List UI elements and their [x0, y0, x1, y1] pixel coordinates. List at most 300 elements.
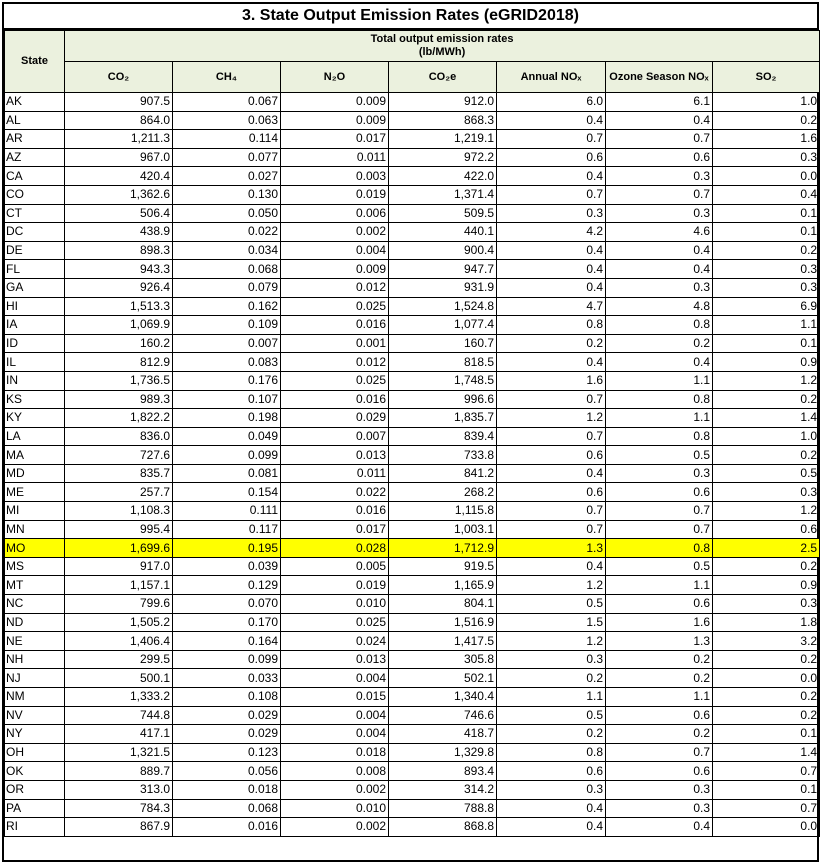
value-cell: 1,108.3: [65, 502, 173, 521]
value-cell: 0.009: [281, 260, 389, 279]
value-cell: 0.004: [281, 706, 389, 725]
value-cell: 0.7: [606, 185, 713, 204]
value-cell: 0.018: [281, 743, 389, 762]
value-cell: 0.002: [281, 780, 389, 799]
value-cell: 0.029: [173, 706, 281, 725]
table-row: [5, 241, 820, 260]
state-cell: NY: [5, 725, 65, 744]
value-cell: 0.6: [497, 148, 606, 167]
value-cell: 1.3: [497, 539, 606, 558]
value-cell: 0.5: [497, 595, 606, 614]
value-cell: 0.039: [173, 557, 281, 576]
value-cell: 4.2: [497, 223, 606, 242]
value-cell: 0.3: [713, 483, 820, 502]
value-cell: 1.1: [713, 316, 820, 335]
value-cell: 420.4: [65, 167, 173, 186]
value-cell: 1,333.2: [65, 688, 173, 707]
value-cell: 898.3: [65, 241, 173, 260]
value-cell: 6.0: [497, 93, 606, 112]
value-cell: 0.3: [606, 464, 713, 483]
value-cell: 1,077.4: [389, 316, 497, 335]
value-cell: 160.2: [65, 334, 173, 353]
value-cell: 0.7: [497, 185, 606, 204]
page-title: 3. State Output Emission Rates (eGRID2018): [4, 4, 817, 30]
value-cell: 0.2: [497, 725, 606, 744]
value-cell: 841.2: [389, 464, 497, 483]
value-cell: 0.0: [713, 167, 820, 186]
value-cell: 1.4: [713, 409, 820, 428]
value-cell: 1.1: [606, 409, 713, 428]
value-cell: 0.016: [281, 390, 389, 409]
value-cell: 0.2: [713, 390, 820, 409]
state-cell: DC: [5, 223, 65, 242]
table-row: [5, 539, 820, 558]
value-cell: 0.8: [606, 316, 713, 335]
value-cell: 509.5: [389, 204, 497, 223]
value-cell: 0.010: [281, 595, 389, 614]
value-cell: 0.016: [281, 502, 389, 521]
value-cell: 422.0: [389, 167, 497, 186]
value-cell: 0.7: [713, 799, 820, 818]
value-cell: 784.3: [65, 799, 173, 818]
value-cell: 0.6: [497, 483, 606, 502]
table-row: [5, 780, 820, 799]
value-cell: 0.1: [713, 334, 820, 353]
value-cell: 0.4: [497, 464, 606, 483]
value-cell: 418.7: [389, 725, 497, 744]
value-cell: 0.2: [713, 241, 820, 260]
state-cell: NJ: [5, 669, 65, 688]
value-cell: 1,362.6: [65, 185, 173, 204]
table-row: [5, 353, 820, 372]
value-cell: 1,822.2: [65, 409, 173, 428]
value-cell: 0.4: [606, 241, 713, 260]
state-cell: NE: [5, 632, 65, 651]
value-cell: 0.5: [606, 446, 713, 465]
value-cell: 0.5: [713, 464, 820, 483]
value-cell: 6.9: [713, 297, 820, 316]
table-row: [5, 167, 820, 186]
table-row: [5, 278, 820, 297]
value-cell: 1.1: [606, 576, 713, 595]
state-cell: IL: [5, 353, 65, 372]
value-cell: 0.011: [281, 148, 389, 167]
value-cell: 1.1: [606, 371, 713, 390]
state-cell: CO: [5, 185, 65, 204]
value-cell: 1.6: [713, 130, 820, 149]
value-cell: 0.4: [497, 557, 606, 576]
value-cell: 0.034: [173, 241, 281, 260]
value-cell: 0.6: [606, 762, 713, 781]
value-cell: 1.2: [497, 632, 606, 651]
state-cell: GA: [5, 278, 65, 297]
table-row: [5, 818, 820, 837]
value-cell: 1,516.9: [389, 613, 497, 632]
value-cell: 727.6: [65, 446, 173, 465]
column-header: Annual NOₓ: [497, 62, 606, 93]
value-cell: 907.5: [65, 93, 173, 112]
table-row: [5, 762, 820, 781]
state-cell: MN: [5, 520, 65, 539]
value-cell: 0.3: [713, 278, 820, 297]
value-cell: 0.2: [713, 557, 820, 576]
value-cell: 438.9: [65, 223, 173, 242]
value-cell: 0.108: [173, 688, 281, 707]
state-cell: CA: [5, 167, 65, 186]
state-cell: LA: [5, 427, 65, 446]
value-cell: 0.024: [281, 632, 389, 651]
value-cell: 900.4: [389, 241, 497, 260]
value-cell: 0.063: [173, 111, 281, 130]
value-cell: 417.1: [65, 725, 173, 744]
value-cell: 0.019: [281, 576, 389, 595]
value-cell: 788.8: [389, 799, 497, 818]
value-cell: 0.022: [281, 483, 389, 502]
value-cell: 502.1: [389, 669, 497, 688]
value-cell: 1,115.8: [389, 502, 497, 521]
value-cell: 0.099: [173, 650, 281, 669]
state-cell: ME: [5, 483, 65, 502]
value-cell: 868.3: [389, 111, 497, 130]
value-cell: 967.0: [65, 148, 173, 167]
value-cell: 0.8: [497, 743, 606, 762]
value-cell: 4.8: [606, 297, 713, 316]
value-cell: 0.6: [606, 483, 713, 502]
state-cell: AR: [5, 130, 65, 149]
value-cell: 1,748.5: [389, 371, 497, 390]
value-cell: 0.107: [173, 390, 281, 409]
table-row: [5, 93, 820, 112]
value-cell: 0.4: [713, 185, 820, 204]
value-cell: 0.019: [281, 185, 389, 204]
value-cell: 839.4: [389, 427, 497, 446]
value-cell: 0.081: [173, 464, 281, 483]
value-cell: 0.170: [173, 613, 281, 632]
value-cell: 257.7: [65, 483, 173, 502]
value-cell: 0.176: [173, 371, 281, 390]
value-cell: 0.056: [173, 762, 281, 781]
state-cell: DE: [5, 241, 65, 260]
value-cell: 268.2: [389, 483, 497, 502]
table-row: [5, 799, 820, 818]
table-row: [5, 371, 820, 390]
value-cell: 0.4: [497, 818, 606, 837]
value-cell: 0.025: [281, 371, 389, 390]
value-cell: 1.4: [713, 743, 820, 762]
value-cell: 0.004: [281, 669, 389, 688]
state-cell: MI: [5, 502, 65, 521]
value-cell: 0.111: [173, 502, 281, 521]
value-cell: 947.7: [389, 260, 497, 279]
value-cell: 1,524.8: [389, 297, 497, 316]
value-cell: 4.7: [497, 297, 606, 316]
column-header: Ozone Season NOₓ: [606, 62, 713, 93]
value-cell: 0.004: [281, 725, 389, 744]
value-cell: 0.013: [281, 446, 389, 465]
value-cell: 926.4: [65, 278, 173, 297]
table-row: [5, 409, 820, 428]
value-cell: 0.013: [281, 650, 389, 669]
value-cell: 0.154: [173, 483, 281, 502]
table-row: [5, 706, 820, 725]
value-cell: 0.083: [173, 353, 281, 372]
state-cell: CT: [5, 204, 65, 223]
value-cell: 972.2: [389, 148, 497, 167]
group-header: [65, 31, 820, 62]
value-cell: 0.017: [281, 130, 389, 149]
value-cell: 0.8: [606, 390, 713, 409]
value-cell: 889.7: [65, 762, 173, 781]
value-cell: 0.011: [281, 464, 389, 483]
state-cell: IA: [5, 316, 65, 335]
value-cell: 1,003.1: [389, 520, 497, 539]
value-cell: 0.050: [173, 204, 281, 223]
value-cell: 0.3: [713, 148, 820, 167]
value-cell: 1.2: [713, 371, 820, 390]
value-cell: 0.4: [497, 241, 606, 260]
state-cell: MT: [5, 576, 65, 595]
value-cell: 0.016: [173, 818, 281, 837]
value-cell: 1,406.4: [65, 632, 173, 651]
value-cell: 0.005: [281, 557, 389, 576]
table-row: [5, 688, 820, 707]
value-cell: 0.2: [606, 725, 713, 744]
state-cell: ID: [5, 334, 65, 353]
value-cell: 746.6: [389, 706, 497, 725]
value-cell: 0.1: [713, 204, 820, 223]
value-cell: 0.007: [173, 334, 281, 353]
value-cell: 1.8: [713, 613, 820, 632]
value-cell: 868.8: [389, 818, 497, 837]
value-cell: 804.1: [389, 595, 497, 614]
state-cell: ND: [5, 613, 65, 632]
group-header-line1: Total output emission rates: [370, 33, 514, 45]
value-cell: 812.9: [65, 353, 173, 372]
value-cell: 0.018: [173, 780, 281, 799]
value-cell: 0.017: [281, 520, 389, 539]
value-cell: 0.4: [497, 167, 606, 186]
value-cell: 1.5: [497, 613, 606, 632]
value-cell: 0.009: [281, 93, 389, 112]
value-cell: 0.3: [713, 595, 820, 614]
value-cell: 0.164: [173, 632, 281, 651]
value-cell: 0.9: [713, 576, 820, 595]
table-row: [5, 260, 820, 279]
table-row: [5, 483, 820, 502]
state-cell: KS: [5, 390, 65, 409]
state-cell: NH: [5, 650, 65, 669]
value-cell: 0.2: [713, 688, 820, 707]
value-cell: 0.198: [173, 409, 281, 428]
value-cell: 0.025: [281, 297, 389, 316]
value-cell: 1.0: [713, 427, 820, 446]
value-cell: 0.4: [497, 111, 606, 130]
value-cell: 0.016: [281, 316, 389, 335]
table-row: [5, 427, 820, 446]
value-cell: 0.7: [606, 130, 713, 149]
value-cell: 733.8: [389, 446, 497, 465]
value-cell: 0.015: [281, 688, 389, 707]
table-row: [5, 743, 820, 762]
value-cell: 0.195: [173, 539, 281, 558]
value-cell: 1.2: [497, 409, 606, 428]
value-cell: 0.079: [173, 278, 281, 297]
value-cell: 0.2: [497, 334, 606, 353]
value-cell: 0.4: [497, 353, 606, 372]
value-cell: 919.5: [389, 557, 497, 576]
value-cell: 0.2: [606, 334, 713, 353]
value-cell: 2.5: [713, 539, 820, 558]
value-cell: 0.7: [497, 390, 606, 409]
value-cell: 0.002: [281, 223, 389, 242]
value-cell: 500.1: [65, 669, 173, 688]
value-cell: 0.012: [281, 278, 389, 297]
value-cell: 1,371.4: [389, 185, 497, 204]
value-cell: 0.007: [281, 427, 389, 446]
table-row: [5, 223, 820, 242]
value-cell: 0.2: [713, 446, 820, 465]
value-cell: 1,165.9: [389, 576, 497, 595]
value-cell: 0.6: [713, 520, 820, 539]
value-cell: 1.3: [606, 632, 713, 651]
value-cell: 0.7: [497, 427, 606, 446]
table-row: [5, 185, 820, 204]
state-cell: MA: [5, 446, 65, 465]
value-cell: 0.049: [173, 427, 281, 446]
table-row: [5, 725, 820, 744]
value-cell: 0.012: [281, 353, 389, 372]
value-cell: 995.4: [65, 520, 173, 539]
column-header: CO₂e: [389, 62, 497, 93]
value-cell: 0.6: [497, 762, 606, 781]
value-cell: 0.006: [281, 204, 389, 223]
value-cell: 0.002: [281, 818, 389, 837]
value-cell: 0.067: [173, 93, 281, 112]
value-cell: 0.7: [606, 520, 713, 539]
value-cell: 0.029: [281, 409, 389, 428]
value-cell: 305.8: [389, 650, 497, 669]
value-cell: 0.022: [173, 223, 281, 242]
value-cell: 1,417.5: [389, 632, 497, 651]
value-cell: 835.7: [65, 464, 173, 483]
value-cell: 0.2: [497, 669, 606, 688]
value-cell: 1,712.9: [389, 539, 497, 558]
value-cell: 1,736.5: [65, 371, 173, 390]
value-cell: 160.7: [389, 334, 497, 353]
table-row: [5, 613, 820, 632]
state-cell: HI: [5, 297, 65, 316]
state-cell: OH: [5, 743, 65, 762]
value-cell: 0.7: [713, 762, 820, 781]
value-cell: 0.8: [497, 316, 606, 335]
value-cell: 0.7: [497, 520, 606, 539]
value-cell: 0.129: [173, 576, 281, 595]
value-cell: 0.3: [606, 204, 713, 223]
table-row: [5, 557, 820, 576]
value-cell: 1.1: [497, 688, 606, 707]
value-cell: 0.008: [281, 762, 389, 781]
state-cell: NV: [5, 706, 65, 725]
value-cell: 0.070: [173, 595, 281, 614]
state-cell: MS: [5, 557, 65, 576]
value-cell: 0.2: [606, 669, 713, 688]
emission-rates-table: [4, 30, 820, 837]
value-cell: 0.7: [497, 502, 606, 521]
table-row: [5, 316, 820, 335]
value-cell: 799.6: [65, 595, 173, 614]
table-row: [5, 464, 820, 483]
value-cell: 0.4: [606, 260, 713, 279]
value-cell: 1,211.3: [65, 130, 173, 149]
value-cell: 440.1: [389, 223, 497, 242]
value-cell: 1.6: [606, 613, 713, 632]
value-cell: 0.077: [173, 148, 281, 167]
value-cell: 4.6: [606, 223, 713, 242]
value-cell: 0.109: [173, 316, 281, 335]
value-cell: 0.7: [497, 130, 606, 149]
value-cell: 0.9: [713, 353, 820, 372]
value-cell: 0.4: [497, 278, 606, 297]
value-cell: 0.010: [281, 799, 389, 818]
value-cell: 0.114: [173, 130, 281, 149]
value-cell: 0.4: [606, 111, 713, 130]
table-row: [5, 334, 820, 353]
value-cell: 314.2: [389, 780, 497, 799]
state-cell: MO: [5, 539, 65, 558]
state-cell: OK: [5, 762, 65, 781]
value-cell: 0.025: [281, 613, 389, 632]
value-cell: 0.068: [173, 260, 281, 279]
value-cell: 0.117: [173, 520, 281, 539]
value-cell: 0.2: [713, 111, 820, 130]
value-cell: 996.6: [389, 390, 497, 409]
table-row: [5, 632, 820, 651]
column-header: SO₂: [713, 62, 820, 93]
value-cell: 0.6: [606, 148, 713, 167]
value-cell: 1,329.8: [389, 743, 497, 762]
table-row: [5, 520, 820, 539]
value-cell: 989.3: [65, 390, 173, 409]
value-cell: 1,699.6: [65, 539, 173, 558]
state-cell: AK: [5, 93, 65, 112]
table-row: [5, 297, 820, 316]
value-cell: 0.4: [497, 799, 606, 818]
value-cell: 1,513.3: [65, 297, 173, 316]
state-cell: RI: [5, 818, 65, 837]
value-cell: 0.4: [497, 260, 606, 279]
value-cell: 0.1: [713, 223, 820, 242]
value-cell: 0.5: [606, 557, 713, 576]
value-cell: 0.099: [173, 446, 281, 465]
value-cell: 0.004: [281, 241, 389, 260]
value-cell: 0.3: [606, 278, 713, 297]
value-cell: 299.5: [65, 650, 173, 669]
value-cell: 0.3: [606, 780, 713, 799]
value-cell: 0.027: [173, 167, 281, 186]
value-cell: 0.4: [606, 353, 713, 372]
state-cell: MD: [5, 464, 65, 483]
table-row: [5, 576, 820, 595]
state-cell: PA: [5, 799, 65, 818]
state-cell: NM: [5, 688, 65, 707]
table-row: [5, 390, 820, 409]
value-cell: 506.4: [65, 204, 173, 223]
value-cell: 0.028: [281, 539, 389, 558]
value-cell: 917.0: [65, 557, 173, 576]
table-row: [5, 502, 820, 521]
value-cell: 0.3: [713, 260, 820, 279]
value-cell: 1,321.5: [65, 743, 173, 762]
